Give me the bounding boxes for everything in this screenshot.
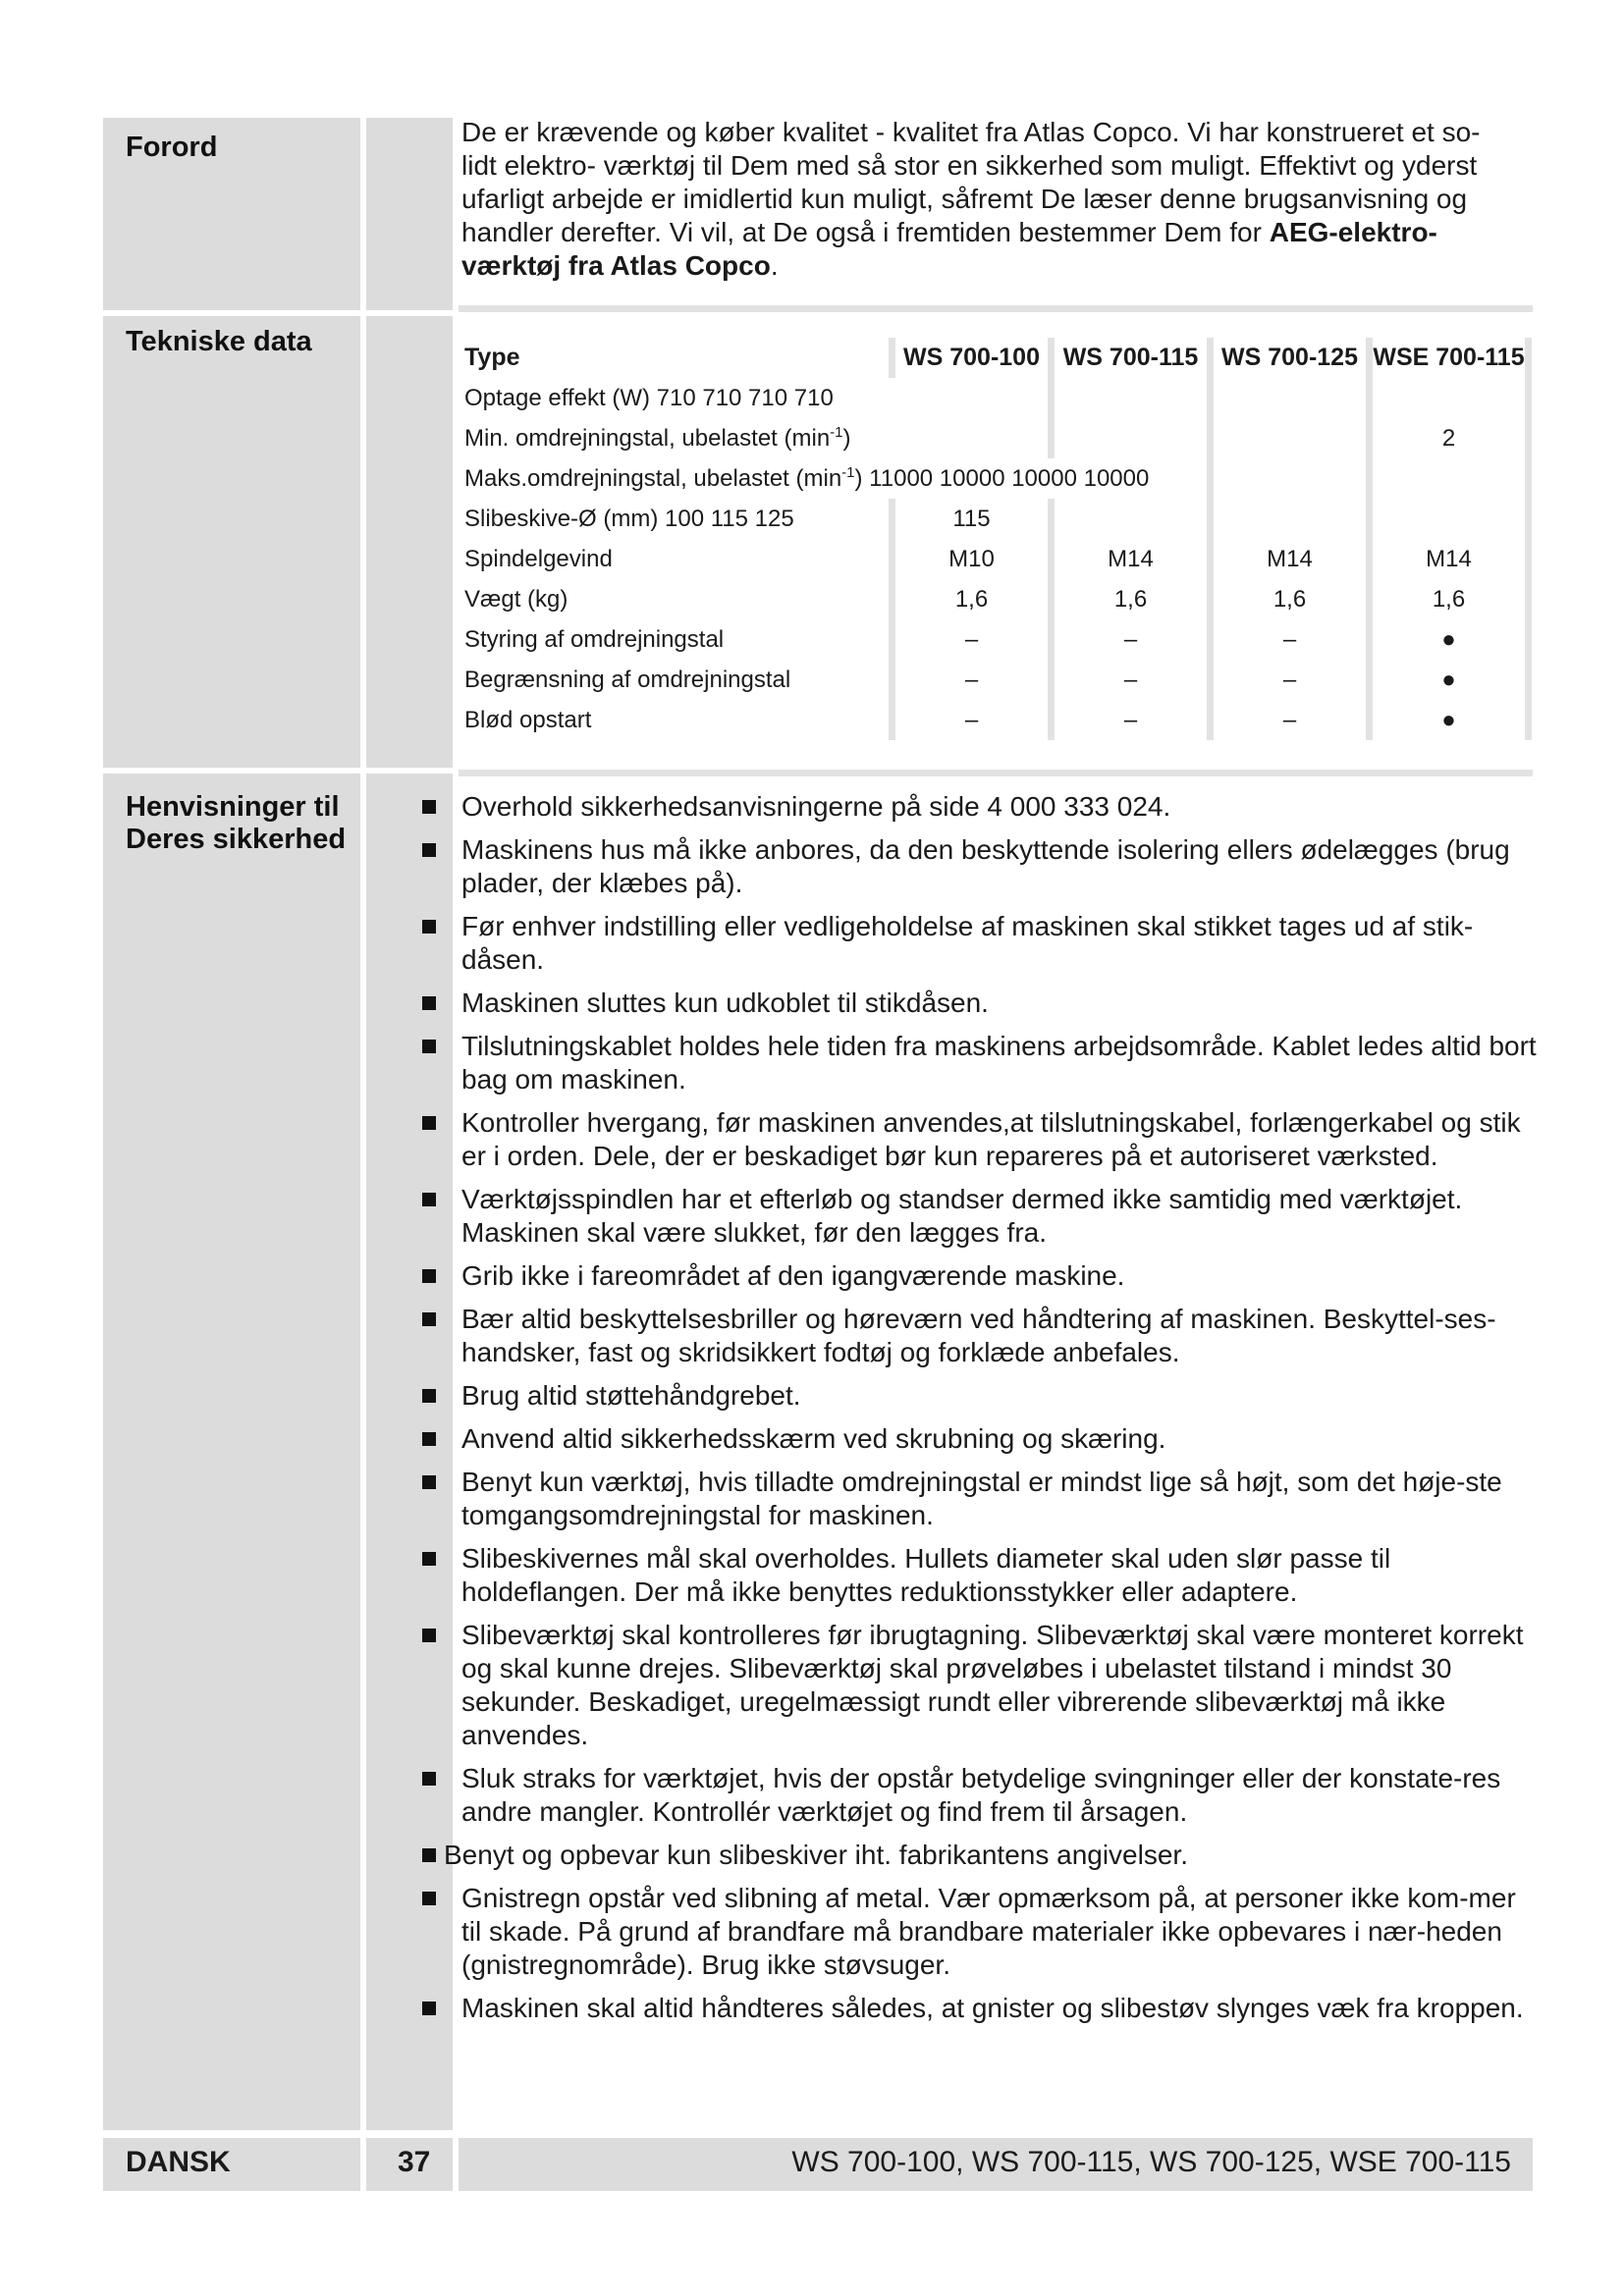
spec-row	[461, 619, 1529, 660]
spec-cell: –	[893, 700, 1052, 740]
safety-text: Benyt kun værktøj, hvis tilladte omdrejningstal er mindst lige så højt, som det høje-ste tomgangsomdrejningstal for maskinen.	[461, 1467, 1502, 1530]
foreword-text-span: handler derefter. Vi vil, at De også i fremtiden bestemmer Dem for	[461, 217, 1270, 247]
safety-text: Slibeskivernes mål skal overholdes. Hullets diameter skal uden slør passe til holdeflangen. Der må ikke benyttes reduktionsstykker eller adaptere.	[461, 1543, 1391, 1607]
safety-text: Maskinen skal altid håndteres således, at gnister og slibestøv slynges væk fra kroppen.	[461, 1993, 1524, 2023]
square-bullet-icon	[422, 996, 436, 1010]
safety-item	[412, 1542, 1542, 1609]
section-title-safety-line2: Deres sikkerhed	[126, 824, 347, 855]
safety-item	[412, 1422, 1542, 1456]
safety-text: Gnistregn opstår ved slibning af metal. Vær opmærksom på, at personer ikke kom-mer til skade. På grund af brandfare må brandbare materialer ikke opbevares i nær-heden (gnistregnområde). Brug ikke støvsuger.	[461, 1883, 1516, 1980]
safety-text: Slibeværktøj skal kontrolleres før ibrugtagning. Slibeværktøj skal være monteret korrekt og skal kunne drejes. Slibeværktøj skal prøveløbes i ubelastet tilstand i mindst 30 sekunder. Beskadiget, uregelmæssigt rundt eller vibrerende slibeværktøj må ikke anvendes.	[461, 1620, 1524, 1750]
safety-text: Overhold sikkerhedsanvisningerne på side 4 000 333 024.	[461, 791, 1171, 822]
safety-item	[412, 1882, 1542, 1982]
safety-item	[412, 833, 1542, 900]
safety-item	[412, 790, 1542, 824]
safety-text: Før enhver indstilling eller vedligeholdelse af maskinen skal stikket tages ud af stik-dåsen.	[461, 911, 1474, 975]
spec-label: Begrænsning af omdrejningstal	[464, 666, 791, 693]
safety-item	[412, 1839, 1542, 1872]
spec-label-text: ) 11000 10000 10000 10000	[854, 465, 1150, 492]
spec-cell	[1211, 418, 1370, 458]
safety-text: Sluk straks for værktøjet, hvis der opstår betydelige svingninger eller der konstate-res andre mangler. Kontrollér værktøjet og find frem til årsagen.	[461, 1763, 1501, 1827]
spec-max-speed	[461, 458, 1211, 499]
square-bullet-icon	[422, 2002, 436, 2015]
spec-cell	[1211, 378, 1370, 418]
spec-label-text: Maks.omdrejningstal, ubelastet (min	[464, 465, 842, 492]
square-bullet-icon	[422, 1432, 436, 1446]
spec-cell: ●	[1370, 700, 1529, 740]
square-bullet-icon	[422, 1629, 436, 1642]
square-bullet-icon	[422, 843, 436, 857]
superscript: -1	[830, 424, 843, 441]
square-bullet-icon	[422, 1312, 436, 1326]
safety-item	[412, 1030, 1542, 1096]
spec-row	[461, 579, 1529, 619]
spec-row-max-speed	[461, 458, 1529, 499]
spec-cell	[1370, 458, 1529, 499]
square-bullet-icon	[422, 800, 436, 814]
safety-text: Kontroller hvergang, før maskinen anvendes,at tilslutningskabel, forlængerkabel og stik er i orden. Dele, der er beskadiget bør kun repareres på et autoriseret værksted.	[461, 1107, 1521, 1171]
foreword-margin-panel	[366, 118, 453, 310]
foreword-line: ufarligt arbejde er imidlertid kun muligt, såfremt De læser denne brugsanvisning og	[461, 184, 1468, 214]
spec-cell: M14	[1370, 539, 1529, 579]
spec-row-min-speed	[461, 418, 1529, 458]
section-title-technical: Tekniske data	[126, 326, 312, 357]
square-bullet-icon	[422, 1040, 436, 1053]
square-bullet-icon	[422, 1389, 436, 1403]
spec-cell: –	[1211, 619, 1370, 660]
safety-text: Tilslutningskablet holdes hele tiden fra maskinens arbejdsområde. Kablet ledes altid bort bag om maskinen.	[461, 1031, 1537, 1095]
spec-cell: –	[893, 619, 1052, 660]
spec-cell: M10	[893, 539, 1052, 579]
spec-cell	[1052, 378, 1211, 418]
square-bullet-icon	[422, 1193, 436, 1206]
square-bullet-icon	[422, 1269, 436, 1283]
spec-label-text: )	[842, 425, 851, 452]
safety-item	[412, 1466, 1542, 1532]
spec-cell: 1,6	[1052, 579, 1211, 619]
brand-text: værktøj fra Atlas Copco	[461, 250, 771, 281]
safety-item	[412, 987, 1542, 1020]
model-header: WSE 700-115	[1370, 338, 1529, 378]
spec-cell: –	[1052, 619, 1211, 660]
spec-cell: –	[1211, 700, 1370, 740]
superscript: -1	[841, 464, 855, 481]
safety-list	[412, 790, 1542, 2035]
square-bullet-icon	[422, 1552, 436, 1566]
safety-text: Benyt og opbevar kun slibeskiver iht. fabrikantens angivelser.	[444, 1840, 1188, 1870]
foreword-line	[461, 249, 1532, 283]
brand-text: AEG-elektro-	[1269, 217, 1437, 247]
spec-cell	[1052, 499, 1211, 539]
safety-label-panel	[103, 774, 360, 2130]
foreword-text	[461, 116, 1532, 283]
safety-item	[412, 1619, 1542, 1752]
section-title-safety	[126, 791, 346, 856]
spec-label: Spindelgevind	[464, 545, 613, 572]
square-bullet-icon	[422, 1892, 436, 1905]
safety-item	[412, 1762, 1542, 1829]
technical-label-panel	[103, 316, 360, 768]
spec-row	[461, 700, 1529, 740]
spec-cell	[1052, 418, 1211, 458]
foreword-line	[461, 216, 1532, 249]
spec-cell: ●	[1370, 660, 1529, 700]
spec-cell: 115	[893, 499, 1052, 539]
safety-text: Bær altid beskyttelsesbriller og høreværn ved håndtering af maskinen. Beskyttel-ses-handsker, fast og skridsikkert fodtøj og forklæde anbefales.	[461, 1304, 1496, 1367]
safety-item	[412, 1106, 1542, 1173]
spec-cell: –	[893, 660, 1052, 700]
safety-item	[412, 1259, 1542, 1293]
spec-header-row	[461, 338, 1529, 378]
spec-label: Styring af omdrejningstal	[464, 625, 725, 653]
safety-item	[412, 1303, 1542, 1369]
spec-cell: 2	[1370, 418, 1529, 458]
spec-cell	[1211, 458, 1370, 499]
model-header: WS 700-100	[893, 338, 1052, 378]
spec-label: Vægt (kg)	[464, 585, 568, 613]
spec-row	[461, 539, 1529, 579]
spec-cell: ●	[1370, 619, 1529, 660]
spec-cell	[1370, 378, 1529, 418]
square-bullet-icon	[422, 1116, 436, 1130]
spec-row	[461, 660, 1529, 700]
square-bullet-icon	[422, 1475, 436, 1489]
safety-text: Anvend altid sikkerhedsskærm ved skrubning og skæring.	[461, 1423, 1166, 1454]
section-divider	[459, 305, 1533, 312]
model-header: WS 700-115	[1052, 338, 1211, 378]
foreword-text-span: .	[770, 250, 779, 281]
safety-text: Maskinen sluttes kun udkoblet til stikdåsen.	[461, 988, 989, 1018]
spec-cell: –	[1052, 660, 1211, 700]
spec-cell: –	[1211, 660, 1370, 700]
spec-cell: M14	[1211, 539, 1370, 579]
safety-item	[412, 910, 1542, 977]
square-bullet-icon	[422, 920, 436, 934]
spec-disc: Slibeskive-Ø (mm) 100 115 125	[464, 505, 794, 532]
safety-text: Grib ikke i fareområdet af den igangværende maskine.	[461, 1260, 1125, 1291]
spec-cell: 1,6	[893, 579, 1052, 619]
safety-item	[412, 1992, 1542, 2025]
spec-row-power	[461, 378, 1529, 418]
model-header: WS 700-125	[1211, 338, 1370, 378]
spec-cell: 1,6	[1370, 579, 1529, 619]
footer-models: WS 700-100, WS 700-115, WS 700-125, WSE 700-115	[791, 2146, 1511, 2178]
technical-margin-panel	[366, 316, 453, 768]
square-bullet-icon	[422, 1772, 436, 1786]
section-title-safety-line1: Henvisninger til	[126, 791, 340, 823]
type-label: Type	[464, 344, 520, 371]
spec-cell: –	[1052, 700, 1211, 740]
spec-label-text: Min. omdrejningstal, ubelastet (min	[464, 425, 831, 452]
spec-cell	[1370, 499, 1529, 539]
footer-language: DANSK	[126, 2146, 231, 2178]
spec-table	[461, 338, 1532, 740]
safety-item	[412, 1183, 1542, 1250]
spec-cell	[1211, 499, 1370, 539]
section-divider	[459, 770, 1533, 776]
page-number: 37	[398, 2146, 431, 2178]
safety-text: Værktøjsspindlen har et efterløb og standser dermed ikke samtidig med værktøjet. Maskinen skal være slukket, før den lægges fra.	[461, 1184, 1463, 1248]
safety-text: Maskinens hus må ikke anbores, da den beskyttende isolering ellers ødelægges (brug plader, der klæbes på).	[461, 834, 1510, 898]
spec-cell: 1,6	[1211, 579, 1370, 619]
foreword-line: lidt elektro- værktøj til Dem med så stor en sikkerhed som muligt. Effektivt og yderst	[461, 150, 1478, 181]
square-bullet-icon	[422, 1848, 436, 1862]
foreword-line: De er krævende og køber kvalitet - kvalitet fra Atlas Copco. Vi har konstrueret et so-	[461, 117, 1481, 147]
spec-power: Optage effekt (W) 710 710 710 710	[461, 378, 1052, 418]
spec-row-disc	[461, 499, 1529, 539]
spec-label: Blød opstart	[464, 706, 592, 733]
safety-item	[412, 1379, 1542, 1413]
safety-text: Brug altid støttehåndgrebet.	[461, 1380, 801, 1411]
section-title-foreword: Forord	[126, 132, 218, 163]
spec-cell: M14	[1052, 539, 1211, 579]
spec-min-speed	[461, 418, 1052, 458]
